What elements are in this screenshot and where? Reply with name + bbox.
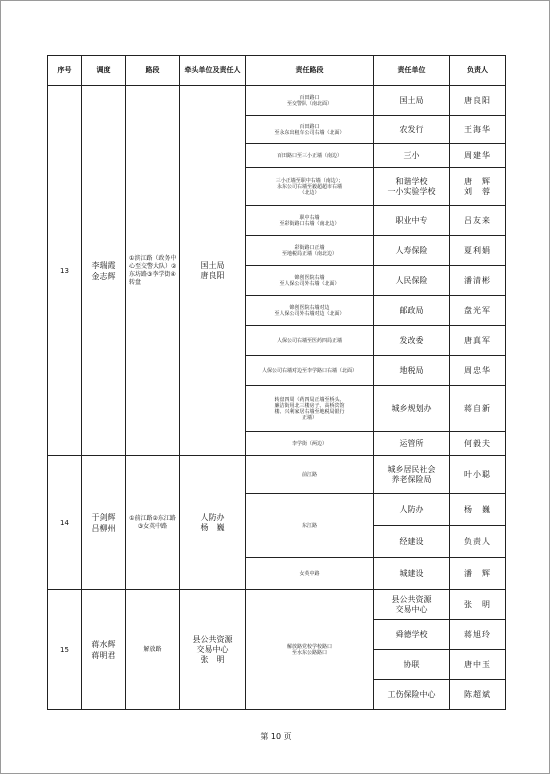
group-number: 13 [48, 86, 82, 456]
person-cell: 唐良阳 [450, 86, 506, 116]
person-cell: 潘 辉 [450, 558, 506, 590]
header-cell: 责任单位 [374, 56, 450, 86]
unit-cell: 工伤保险中心 [374, 680, 450, 710]
lead-unit: 县公共资源 交易中心 张 明 [180, 590, 246, 710]
person-cell: 周忠华 [450, 356, 506, 386]
person-cell: 潘清彬 [450, 266, 506, 296]
unit-cell: 运管所 [374, 432, 450, 456]
unit-cell: 舜德学校 [374, 620, 450, 650]
unit-cell: 职业中专 [374, 206, 450, 236]
person-cell: 王海华 [450, 116, 506, 144]
person-cell: 杨 巍 [450, 494, 506, 526]
group-number: 14 [48, 456, 82, 590]
unit-cell: 国土局 [374, 86, 450, 116]
table-header-row [48, 56, 506, 86]
header-cell: 调度 [82, 56, 126, 86]
section-cell: 百田路口 至永东出租车公司右墙（北面） [246, 116, 374, 144]
section-cell: 转盘四周（药四局正墙至桥头、 廉洁街用北三楼房子、高桥宾馆 楼、兴利家居右墙至地税局银行 正墙） [246, 386, 374, 432]
header-cell: 负责人 [450, 56, 506, 86]
section-cell: 人保公司右墙对边至李学路口右墙（北面） [246, 356, 374, 386]
unit-cell: 发改委 [374, 326, 450, 356]
leader-names: 蒋水辉 蒋明君 [82, 590, 126, 710]
person-cell: 盘光军 [450, 296, 506, 326]
section-cell: 三小正墙至职中右墙（南边）； 永东公司右墙至毅超超市右墙 （北边） [246, 168, 374, 206]
responsibility-table [47, 55, 506, 710]
person-cell: 陈超斌 [450, 680, 506, 710]
unit-cell: 和谐学校 一小实验学校 [374, 168, 450, 206]
section-cell: 锦创医院右墙对边 至人保公司外右墙对边（北面） [246, 296, 374, 326]
section-cell: 职中右墙 至彩街路口右墙（南北边） [246, 206, 374, 236]
person-cell: 蒋旭玲 [450, 620, 506, 650]
unit-cell: 人民保险 [374, 266, 450, 296]
leader-names: 李瑞霞 金志辉 [82, 86, 126, 456]
header-cell: 牵头单位及责任人 [180, 56, 246, 86]
unit-cell: 地税局 [374, 356, 450, 386]
unit-cell: 经建设 [374, 526, 450, 558]
header-cell: 序号 [48, 56, 82, 86]
section-cell: 李学街（两边） [246, 432, 374, 456]
section-cell: 彩街路口正墙 至地税局正墙（南北边） [246, 236, 374, 266]
unit-cell: 农发行 [374, 116, 450, 144]
section-cell: 百田路口至三小正墙（南边） [246, 144, 374, 168]
header-cell: 路段 [126, 56, 180, 86]
table-row [48, 86, 506, 116]
person-cell: 夏利娟 [450, 236, 506, 266]
road-sections: ①滨江路（政务中心至交警大队）②东坊路③李学街④转盘 [126, 86, 180, 456]
group-number: 15 [48, 590, 82, 710]
unit-cell: 城乡居民社会 养老保险局 [374, 456, 450, 494]
section-cell: 锦创医院右墙 至人保公司外右墙（北面） [246, 266, 374, 296]
section-cell: 百田路口 至交警队（南北面） [246, 86, 374, 116]
table-row [48, 456, 506, 494]
section-cell: 解放路党校学校路口 至水东公路路口 [246, 590, 374, 710]
leader-names: 于剑辉 吕柳州 [82, 456, 126, 590]
person-cell: 张 明 [450, 590, 506, 620]
unit-cell: 协联 [374, 650, 450, 680]
person-cell: 周建华 [450, 144, 506, 168]
unit-cell: 邮政局 [374, 296, 450, 326]
unit-cell: 城建设 [374, 558, 450, 590]
person-cell: 唐真军 [450, 326, 506, 356]
person-cell: 叶小聪 [450, 456, 506, 494]
lead-unit: 国土局 唐良阳 [180, 86, 246, 456]
page-number: 第 10 页 [260, 732, 292, 741]
section-cell: 前江路 [246, 456, 374, 494]
header-cell: 责任路段 [246, 56, 374, 86]
person-cell: 负责人 [450, 526, 506, 558]
section-cell: 女英中路 [246, 558, 374, 590]
unit-cell: 城乡规划办 [374, 386, 450, 432]
road-sections: ①前江路②东江路③女英中路 [126, 456, 180, 590]
table-row [48, 590, 506, 620]
unit-cell: 人寿保险 [374, 236, 450, 266]
person-cell: 何毅夫 [450, 432, 506, 456]
unit-cell: 三小 [374, 144, 450, 168]
road-sections: 解放路 [126, 590, 180, 710]
person-cell: 吕友来 [450, 206, 506, 236]
person-cell: 唐 辉 刘 蓉 [450, 168, 506, 206]
unit-cell: 县公共资源 交易中心 [374, 590, 450, 620]
section-cell: 东江路 [246, 494, 374, 558]
person-cell: 蒋自新 [450, 386, 506, 432]
lead-unit: 人防办 杨 巍 [180, 456, 246, 590]
section-cell: 人保公司右墙至医药四局正墙 [246, 326, 374, 356]
unit-cell: 人防办 [374, 494, 450, 526]
person-cell: 唐中玉 [450, 650, 506, 680]
